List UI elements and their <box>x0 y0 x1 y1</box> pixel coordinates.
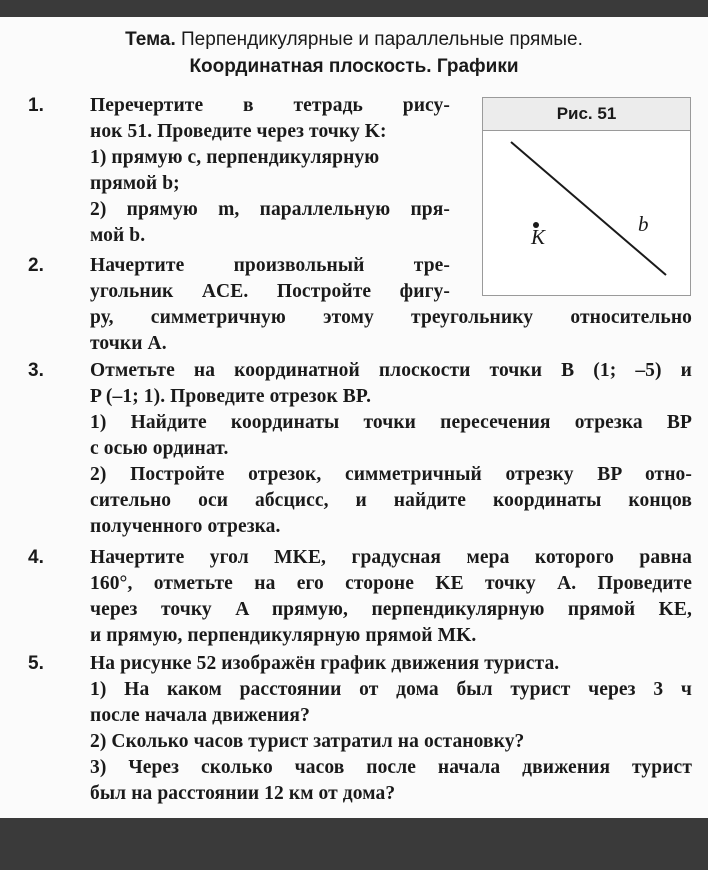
figure-caption: Рис. 51 <box>483 98 690 131</box>
task-line: 3) Через сколько часов после начала движения турист <box>90 757 692 778</box>
task-line: через точку A прямую, перпендикулярную прямой KE, <box>90 599 692 620</box>
task-line: мой b. <box>90 225 146 246</box>
task-line: 1) Найдите координаты точки пересечения отрезка BP <box>90 412 692 433</box>
task-number: 1. <box>28 95 44 116</box>
task-line: и прямую, перпендикулярную прямой MK. <box>90 625 477 646</box>
task-line: 2) прямую m, параллельную пря- <box>90 199 450 220</box>
task-line: сительно оси абсцисс, и найдите координаты концов <box>90 490 692 511</box>
task-line: На рисунке 52 изображён график движения туриста. <box>90 653 560 674</box>
task-number: 4. <box>28 547 44 568</box>
task-line: 160°, отметьте на его стороне KE точку A. Проведите <box>90 573 692 594</box>
line-b <box>511 142 666 275</box>
task-line: прямой b; <box>90 173 180 194</box>
task-number: 5. <box>28 653 44 674</box>
task-line: Начертите угол MKE, градусная мера которого равна <box>90 547 692 568</box>
task-line: с осью ординат. <box>90 438 229 459</box>
task-line: после начала движения? <box>90 705 310 726</box>
task-line: нок 51. Проведите через точку K: <box>90 121 387 142</box>
topic-title-line-1 <box>0 29 708 51</box>
topic-title-line-2: Координатная плоскость. Графики <box>189 56 519 77</box>
task-line: 1) прямую c, перпендикулярную <box>90 147 380 168</box>
topic-text: Перпендикулярные и параллельные прямые. <box>175 29 583 50</box>
task-line: полученного отрезка. <box>90 516 281 537</box>
topic-label: Тема. <box>125 29 176 50</box>
task-line: 2) Сколько часов турист затратил на остановку? <box>90 731 525 752</box>
task-line: точки A. <box>90 333 167 354</box>
textbook-page <box>0 17 708 818</box>
point-k-label: K <box>531 225 546 249</box>
task-line: угольник ACE. Постройте фигу- <box>90 281 450 302</box>
task-line: P (–1; 1). Проведите отрезок BP. <box>90 386 372 407</box>
task-line: был на расстоянии 12 км от дома? <box>90 783 396 804</box>
top-dark-bar <box>0 0 708 17</box>
task-line: Перечертите в тетрадь рису- <box>90 95 450 116</box>
task-line: ру, симметричную этому треугольнику относительно <box>90 307 692 328</box>
bottom-dark-bar <box>0 818 708 870</box>
task-line: 1) На каком расстоянии от дома был турист через 3 ч <box>90 679 692 700</box>
figure-drawing <box>483 131 690 295</box>
task-number: 2. <box>28 255 44 276</box>
task-number: 3. <box>28 360 44 381</box>
figure-51 <box>482 97 691 296</box>
task-line: Отметьте на координатной плоскости точки B (1; –5) и <box>90 360 692 381</box>
task-line: Начертите произвольный тре- <box>90 255 450 276</box>
line-b-label: b <box>638 212 649 236</box>
task-line: 2) Постройте отрезок, симметричный отрезку BP отно- <box>90 464 692 485</box>
